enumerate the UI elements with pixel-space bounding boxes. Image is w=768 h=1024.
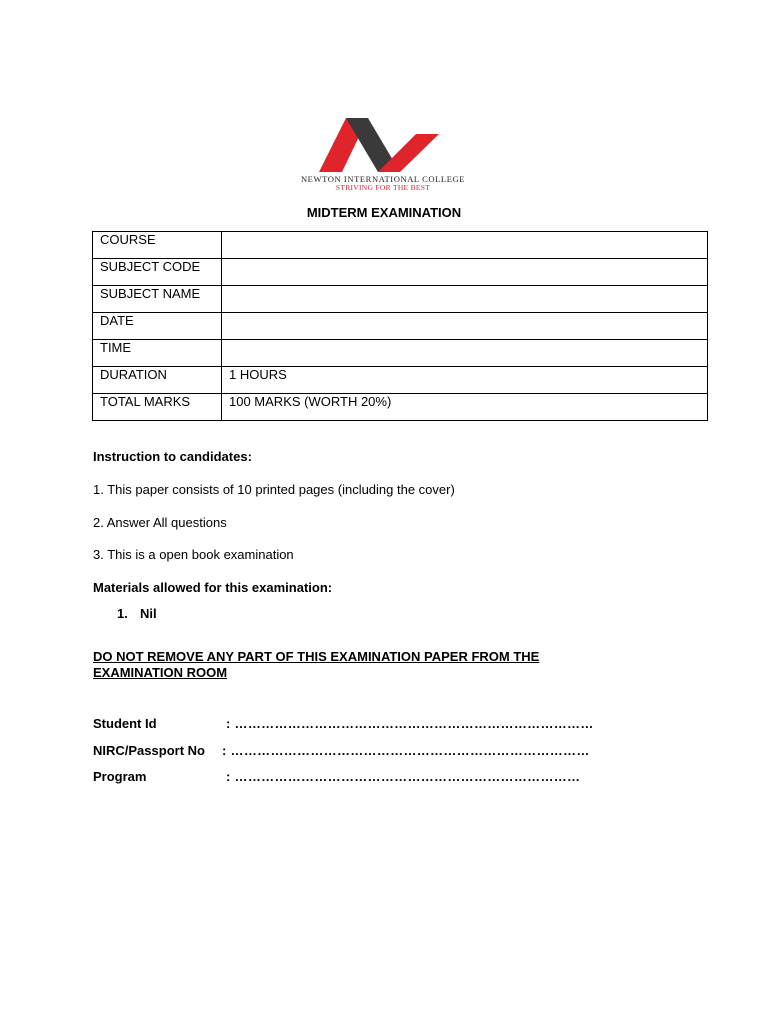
logo-tagline: STRIVING FOR THE BEST xyxy=(335,183,431,192)
warning-notice: DO NOT REMOVE ANY PART OF THIS EXAMINATION PAPER FROM THE EXAMINATION ROOM xyxy=(93,649,540,680)
row-value xyxy=(222,313,708,340)
college-logo xyxy=(264,112,502,196)
row-label: DATE xyxy=(93,313,222,340)
instruction-item: 3. This is a open book examination xyxy=(93,547,294,562)
row-value xyxy=(222,340,708,367)
table-row xyxy=(93,286,708,313)
passport-line: : ……………………………………………………………………… xyxy=(222,743,590,758)
student-id-line: : ……………………………………………………………………… xyxy=(226,716,594,731)
table-row xyxy=(93,394,708,421)
table-row xyxy=(93,232,708,259)
logo-college-name: NEWTON INTERNATIONAL COLLEGE xyxy=(300,174,466,184)
row-value: 100 MARKS (WORTH 20%) xyxy=(222,394,708,421)
row-label: TIME xyxy=(93,340,222,367)
instructions-heading: Instruction to candidates: xyxy=(93,449,252,464)
row-value xyxy=(222,232,708,259)
table-row xyxy=(93,313,708,340)
row-label: TOTAL MARKS xyxy=(93,394,222,421)
exam-info-table xyxy=(92,231,708,421)
page-title: MIDTERM EXAMINATION xyxy=(306,205,462,220)
row-value: 1 HOURS xyxy=(222,367,708,394)
instruction-item: 2. Answer All questions xyxy=(93,515,227,530)
row-value xyxy=(222,259,708,286)
row-label: COURSE xyxy=(93,232,222,259)
table-row xyxy=(93,259,708,286)
passport-label: NIRC/Passport No xyxy=(93,743,205,758)
instruction-item: 1. This paper consists of 10 printed pages (including the cover) xyxy=(93,482,455,497)
materials-heading: Materials allowed for this examination: xyxy=(93,580,333,595)
materials-item-number: 1. xyxy=(117,606,128,621)
row-label: SUBJECT NAME xyxy=(93,286,222,313)
program-line: : …………………………………………………………………… xyxy=(226,769,581,784)
program-label: Program xyxy=(93,769,147,784)
row-label: SUBJECT CODE xyxy=(93,259,222,286)
row-label: DURATION xyxy=(93,367,222,394)
table-row xyxy=(93,367,708,394)
row-value xyxy=(222,286,708,313)
table-row xyxy=(93,340,708,367)
materials-item: Nil xyxy=(140,606,157,621)
logo-emblem-icon xyxy=(264,112,502,174)
student-id-label: Student Id xyxy=(93,716,157,731)
